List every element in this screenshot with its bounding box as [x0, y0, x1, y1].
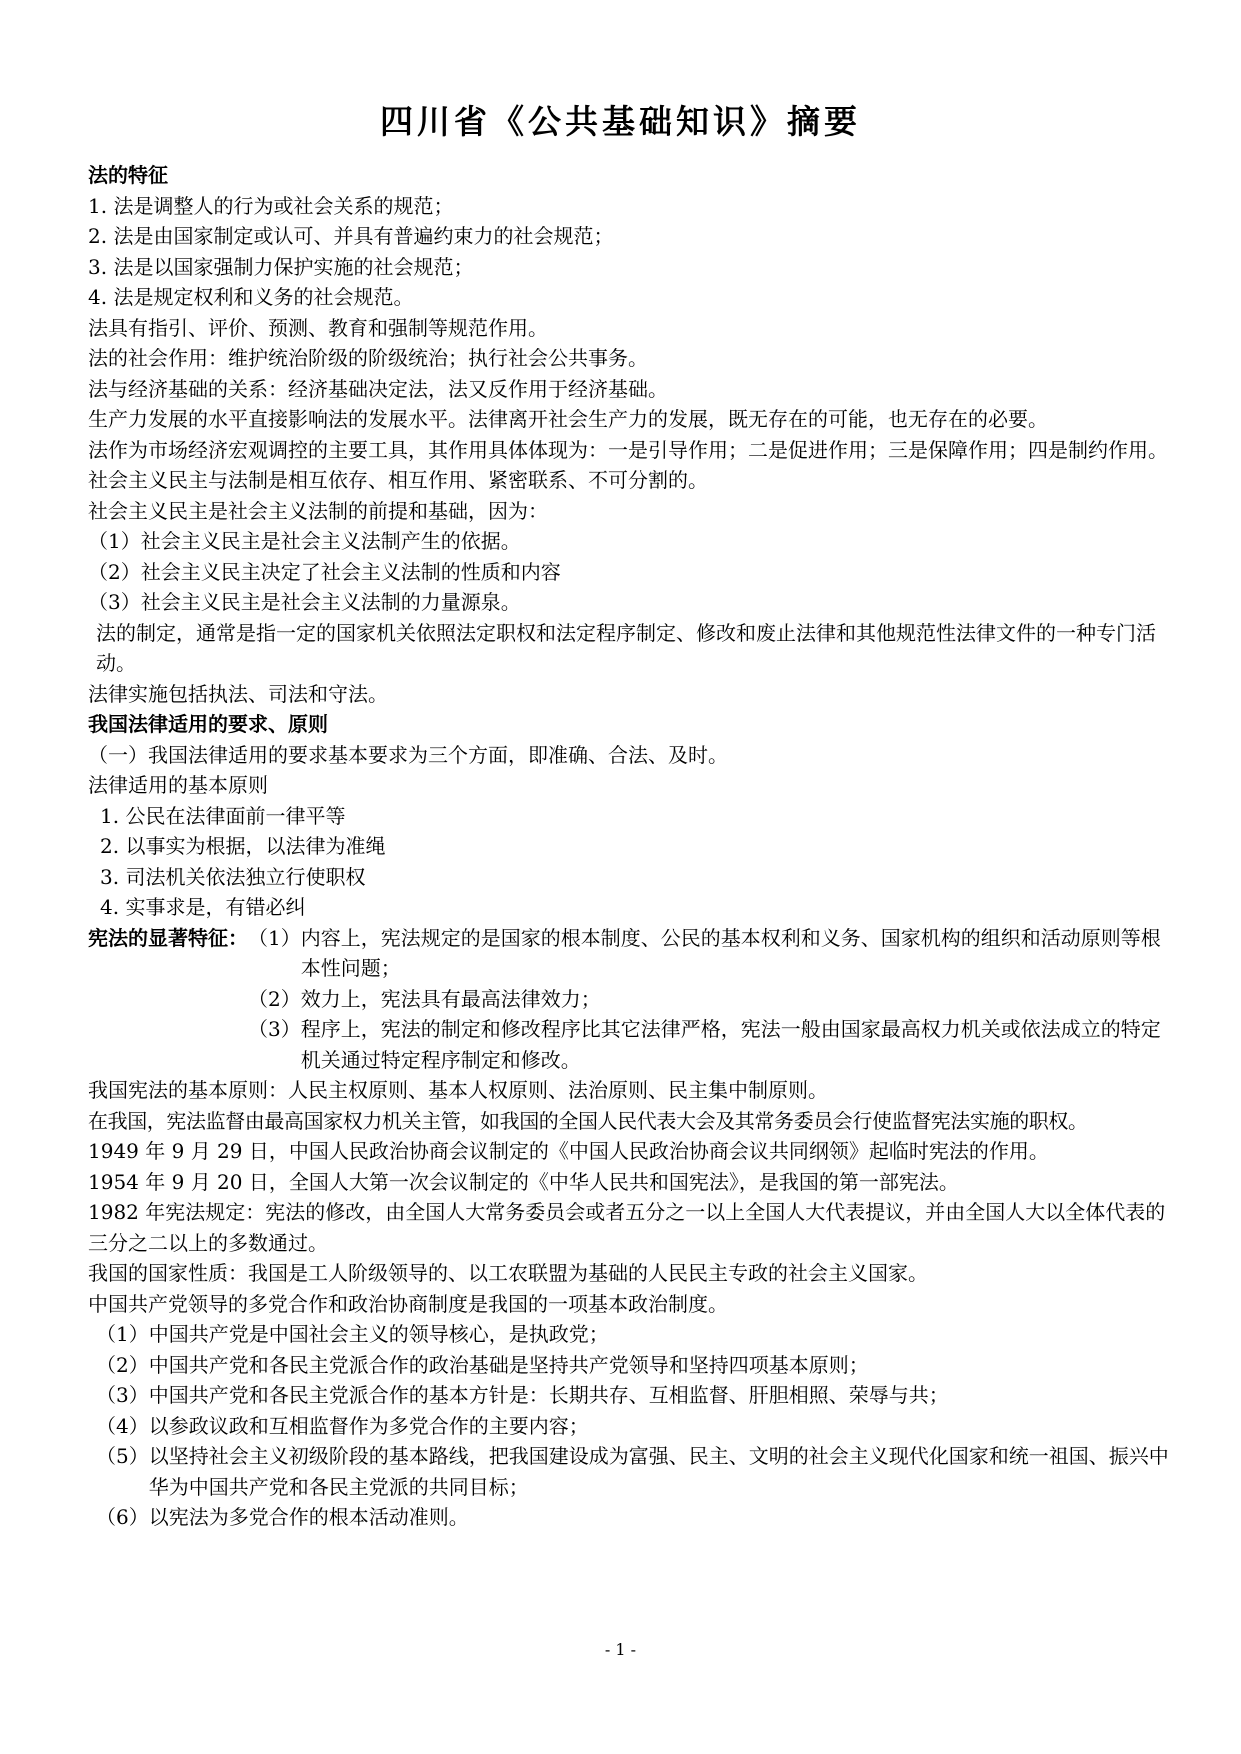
list-item-text: 中国共产党和各民主党派合作的基本方针是：长期共存、互相监督、肝胆相照、荣辱与共； [148, 1383, 949, 1407]
paragraph: 法与经济基础的关系：经济基础决定法，法又反作用于经济基础。 [88, 376, 668, 401]
list-item: 4. 法是规定权利和义务的社会规范。 [88, 285, 414, 309]
list-item [248, 984, 1178, 1015]
list-item-text: 以宪法为多党合作的根本活动准则。 [148, 1505, 469, 1529]
document-title: 四川省《公共基础知识》摘要 [380, 102, 861, 141]
list-item: 3. 法是以国家强制力保护实施的社会规范； [88, 254, 474, 279]
list-item-number: （1） [248, 925, 301, 950]
paragraph: 生产力发展的水平直接影响法的发展水平。法律离开社会生产力的发展，既无存在的可能，也无存在的必要。 [88, 407, 1048, 431]
paragraph: 1982 年宪法规定：宪法的修改，由全国人大常务委员会或者五分之一以上全国人大代表提议，并由全国人大以全体代表的三分之二以上的多数通过。 [88, 1200, 1166, 1255]
section-heading-law-application: 我国法律适用的要求、原则 [88, 712, 328, 736]
paragraph: 法律适用的基本原则 [88, 773, 268, 797]
list-item [248, 923, 1178, 984]
list-item-number: （6） [96, 1505, 149, 1529]
list-item-text: 中国共产党和各民主党派合作的政治基础是坚持共产党领导和坚持四项基本原则； [148, 1352, 869, 1377]
paragraph: 法的社会作用：维护统治阶级的阶级统治；执行社会公共事务。 [88, 346, 648, 370]
section-heading-law-features: 法的特征 [88, 163, 168, 187]
list-item: 2. 法是由国家制定或认可、并具有普遍约束力的社会规范； [88, 224, 614, 248]
list-item-text: 程序上，宪法的制定和修改程序比其它法律严格，宪法一般由国家最高权力机关或依法成立的特定机关通过特定程序制定和修改。 [300, 1017, 1161, 1072]
list-item-number: （5） [96, 1444, 149, 1468]
list-item-text: 效力上，宪法具有最高法律效力； [300, 986, 601, 1011]
list-item-text: 内容上，宪法规定的是国家的根本制度、公民的基本权利和义务、国家机构的组织和活动原则等根本性问题； [300, 925, 1161, 980]
list-item [248, 1014, 1178, 1075]
list-item-number: （4） [96, 1413, 149, 1438]
paragraph: 1949 年 9 月 29 日，中国人民政治协商会议制定的《中国人民政治协商会议共同纲领》起临时宪法的作用。 [88, 1139, 1049, 1163]
paragraph: 法具有指引、评价、预测、教育和强制等规范作用。 [88, 315, 548, 340]
paragraph: （一）我国法律适用的要求基本要求为三个方面，即准确、合法、及时。 [88, 742, 728, 767]
list-item [88, 1380, 1178, 1411]
paragraph: 在我国，宪法监督由最高国家权力机关主管，如我国的全国人民代表大会及其常务委员会行使监督宪法实施的职权。 [88, 1108, 1088, 1133]
list-item-number: （3） [96, 1383, 149, 1407]
list-item-text: 中国共产党是中国社会主义的领导核心，是执政党； [148, 1322, 609, 1346]
list-item: 4. 实事求是，有错必纠 [100, 895, 306, 919]
paragraph: 1954 年 9 月 20 日，全国人大第一次会议制定的《中华人民共和国宪法》，是我国的第一部宪法。 [88, 1169, 959, 1194]
list-item-number: （1） [96, 1322, 149, 1346]
paragraph: 我国的国家性质：我国是工人阶级领导的、以工农联盟为基础的人民民主专政的社会主义国家。 [88, 1261, 928, 1285]
list-item-number: （2） [96, 1352, 149, 1377]
section-heading-constitution-features: 宪法的显著特征： [88, 925, 248, 950]
list-item: 1. 公民在法律面前一律平等 [100, 803, 346, 828]
list-item: 3. 司法机关依法独立行使职权 [100, 864, 366, 889]
paragraph: 法的制定，通常是指一定的国家机关依照法定职权和法定程序制定、修改和废止法律和其他规范性法律文件的一种专门活动。 [96, 620, 1156, 675]
list-item [88, 1319, 1178, 1350]
list-item: （1）社会主义民主是社会主义法制产生的依据。 [88, 529, 521, 553]
list-item [88, 1441, 1178, 1502]
list-item: （3）社会主义民主是社会主义法制的力量源泉。 [88, 590, 521, 614]
list-item: （2）社会主义民主决定了社会主义法制的性质和内容 [88, 559, 561, 584]
paragraph: 社会主义民主与法制是相互依存、相互作用、紧密联系、不可分割的。 [88, 468, 708, 492]
list-item: 2. 以事实为根据，以法律为准绳 [100, 834, 386, 858]
paragraph: 我国宪法的基本原则：人民主权原则、基本人权原则、法治原则、民主集中制原则。 [88, 1078, 828, 1102]
constitution-features [88, 923, 1178, 1076]
list-item-number: （3） [248, 1017, 301, 1041]
list-item [88, 1411, 1178, 1442]
constitution-features-list [248, 923, 1178, 1076]
paragraph: 中国共产党领导的多党合作和政治协商制度是我国的一项基本政治制度。 [88, 1291, 728, 1316]
list-item [88, 1350, 1178, 1381]
paragraph: 法律实施包括执法、司法和守法。 [88, 681, 388, 706]
list-item-text: 以参政议政和互相监督作为多党合作的主要内容； [148, 1413, 589, 1438]
list-item: 1. 法是调整人的行为或社会关系的规范； [88, 193, 454, 218]
list-item-number: （2） [248, 986, 301, 1011]
paragraph: 社会主义民主是社会主义法制的前提和基础，因为： [88, 498, 548, 523]
page-number: - 1 - [604, 1640, 637, 1659]
list-item-text: 以坚持社会主义初级阶段的基本路线，把我国建设成为富强、民主、文明的社会主义现代化国家和统一祖国、振兴中华为中国共产党和各民主党派的共同目标； [148, 1444, 1169, 1499]
paragraph: 法作为市场经济宏观调控的主要工具，其作用具体体现为：一是引导作用；二是促进作用；三是保障作用；四是制约作用。 [88, 437, 1168, 462]
document-body [88, 160, 1178, 1533]
list-item [88, 1502, 1178, 1533]
